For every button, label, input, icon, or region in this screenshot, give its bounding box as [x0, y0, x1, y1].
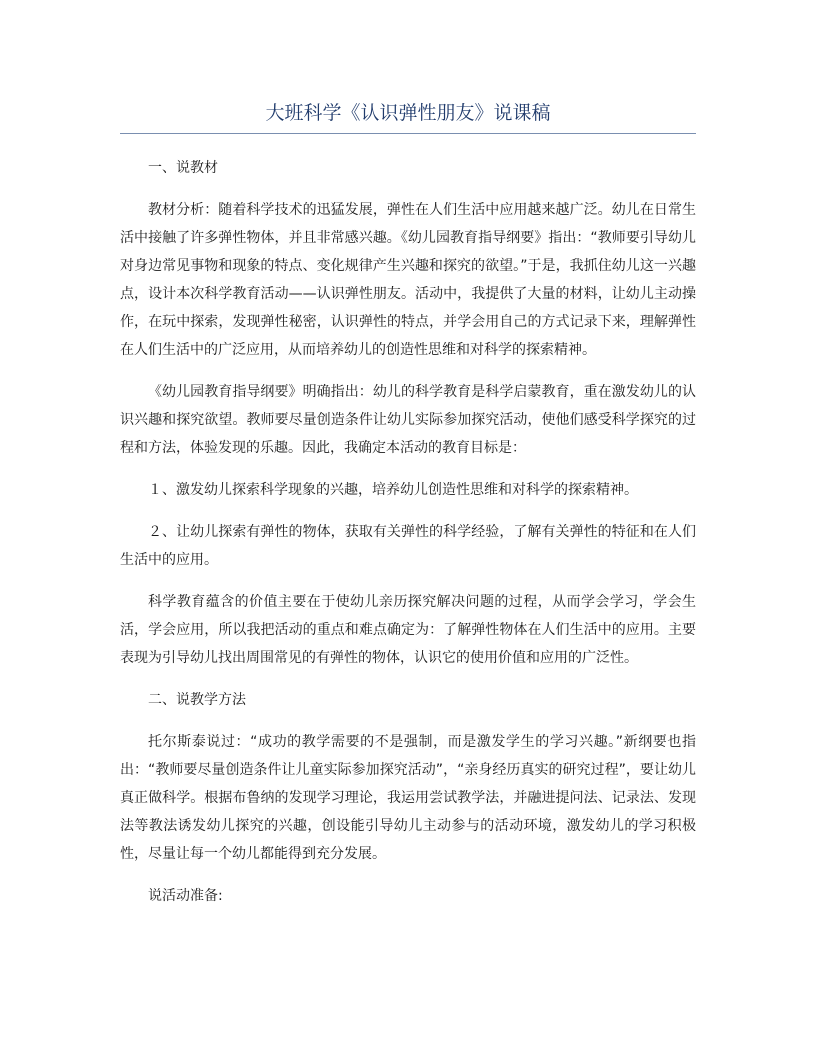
- document-title: 大班科学《认识弹性朋友》说课稿: [265, 102, 551, 124]
- paragraph-key-points: 科学教育蕴含的价值主要在于使幼儿亲历探究解决问题的过程，从而学会学习，学会生活，学会应用，所以我把活动的重点和难点确定为：了解弹性物体在人们生活中的应用。主要表现为引导幼儿找出周围常见的有弹性的物体，认识它的使用价值和应用的广泛性。: [120, 594, 696, 666]
- paragraph-material-analysis: 教材分析：随着科学技术的迅猛发展，弹性在人们生活中应用越来越广泛。幼儿在日常生活中接触了许多弹性物体，并且非常感兴趣。《幼儿园教育指导纲要》指出：“教师要引导幼儿对身边常见事物和现象的特点、变化规律产生兴趣和探究的欲望。”于是，我抓住幼儿这一兴趣点，设计本次科学教育活动——认识弹性朋友。活动中，我提供了大量的材料，让幼儿主动操作，在玩中探索，发现弹性秘密，认识弹性的特点，并学会用自己的方式记录下来，理解弹性在人们生活中的广泛应用，从而培养幼儿的创造性思维和对科学的探索精神。: [120, 202, 696, 358]
- section-heading-methods: 二、说教学方法: [148, 692, 246, 708]
- section-heading-textbook: 一、说教材: [148, 160, 218, 176]
- paragraph-goal-2: ２、让幼儿探索有弹性的物体，获取有关弹性的科学经验，了解有关弹性的特征和在人们生活中的应用。: [120, 524, 696, 568]
- section-heading-preparation: 说活动准备:: [148, 888, 223, 904]
- title-underline: [120, 133, 696, 134]
- paragraph-goal-1: １、激发幼儿探索科学现象的兴趣，培养幼儿创造性思维和对科学的探索精神。: [148, 482, 638, 498]
- document-body: [120, 154, 696, 924]
- paragraph-guideline: 《幼儿园教育指导纲要》明确指出：幼儿的科学教育是科学启蒙教育，重在激发幼儿的认识兴趣和探究欲望。教师要尽量创造条件让幼儿实际参加探究活动，使他们感受科学探究的过程和方法，体验发现的乐趣。因此，我确定本活动的教育目标是：: [120, 384, 696, 456]
- paragraph-methods: 托尔斯泰说过：“成功的教学需要的不是强制，而是激发学生的学习兴趣。”新纲要也指出：“教师要尽量创造条件让儿童实际参加探究活动”，“亲身经历真实的研究过程”，要让幼儿真正做科学。根据布鲁纳的发现学习理论，我运用尝试教学法，并融进提问法、记录法、发现法等教法诱发幼儿探究的兴趣，创设能引导幼儿主动参与的活动环境，激发幼儿的学习积极性，尽量让每一个幼儿都能得到充分发展。: [120, 734, 696, 862]
